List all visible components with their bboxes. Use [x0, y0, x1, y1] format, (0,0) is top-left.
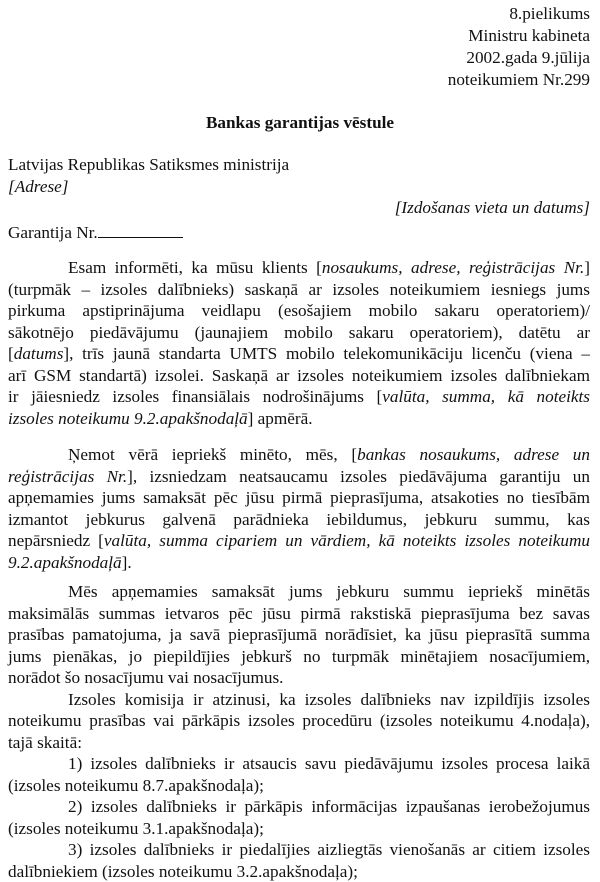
text-segment: (izsoles noteikumu 3.1.apakšnodaļa);: [8, 818, 264, 838]
text-line: [8, 552, 590, 574]
text-line: [8, 444, 590, 466]
header-line: 2002.gada 9.jūlija: [466, 48, 590, 67]
text-line: [8, 466, 590, 488]
text-line: [8, 732, 590, 754]
text-segment: tajā skaitā:: [8, 732, 82, 752]
place-date-placeholder: [Izdošanas vieta un datums]: [394, 198, 590, 217]
text-segment: ], izsniedzam neatsaucamu izsoles piedāvājuma garantiju un: [127, 466, 590, 486]
text-line: [8, 408, 590, 430]
guarantee-number: [8, 222, 183, 244]
text-line: [8, 343, 590, 365]
text-line: [8, 818, 590, 840]
text-line: [8, 365, 590, 387]
text-line: [8, 646, 590, 668]
text-segment: (turpmāk – izsoles dalībnieks) saskaņā ar izsoles noteikumiem iesniegs jums: [8, 279, 590, 299]
text-line: [8, 796, 590, 818]
paragraph: [8, 444, 590, 573]
text-segment: ]: [584, 258, 590, 277]
text-segment: 3) izsoles dalībnieks ir piedalījies aizliegtās vienošanās ar citiem izsoles: [68, 840, 590, 859]
text-segment: ] apmērā.: [247, 408, 313, 428]
text-segment: pirkuma apstiprinājuma veidlapu (esošajiem mobilo sakaru operatoriem)/: [8, 301, 590, 320]
text-segment: nepārsniedz [: [8, 531, 104, 550]
text-segment: prasības pamatojuma, ja savā pieprasījumā norādīsiet, ka jūsu pieprasītā summa: [8, 625, 590, 644]
paragraph: [8, 257, 590, 429]
header-line: Ministru kabineta: [468, 26, 590, 45]
text-segment: jums pienākas, jo piepildījies jebkurš no turpmāk minētajiem nosacījumiem,: [8, 646, 590, 666]
text-line: [8, 667, 590, 689]
placeholder-text: 9.2.apakšnodaļā: [8, 552, 122, 572]
paragraph: [8, 753, 590, 796]
text-segment: ], trīs jaunā standarta UMTS mobilo telekomunikāciju licenču (viena –: [63, 344, 590, 363]
text-segment: izmantot jebkurus galvenā parādnieka iebildumus, jebkuru summu, kas: [8, 509, 590, 529]
text-segment: arī GSM standartā) izsolei. Saskaņā ar izsoles noteikumiem izsoles dalībniekam: [8, 365, 590, 385]
paragraph: [8, 796, 590, 839]
text-line: [8, 710, 590, 732]
placeholder-text: datums: [13, 344, 64, 363]
recipient: Latvijas Republikas Satiksmes ministrija: [8, 155, 290, 174]
text-line: [8, 775, 590, 797]
text-line: [8, 530, 590, 552]
text-segment: Izsoles komisija ir atzinusi, ka izsoles dalībnieks nav izpildījis izsoles: [68, 689, 590, 709]
text-line: [8, 689, 590, 711]
guarantee-number-label: Garantija Nr.: [8, 223, 98, 242]
text-segment: maksimālās summas ietvaros pēc jūsu pirmā rakstiskā pieprasījuma bez savas: [8, 603, 590, 623]
paragraph: [8, 839, 590, 882]
text-segment: sākotnējo piedāvājumu (jaunajiem mobilo sakaru operatoriem), datētu ar: [8, 322, 590, 342]
placeholder-text: izsoles noteikumu 9.2.apakšnodaļā: [8, 408, 248, 428]
text-segment: ir jāiesniedz izsoles finansiālais nodrošinājums [: [8, 387, 383, 406]
placeholder-text: nosaukums, adrese, reģistrācijas Nr.: [321, 258, 585, 277]
guarantee-number-blank: [98, 222, 183, 238]
text-line: [8, 487, 590, 509]
placeholder-text: valūta, summa, kā noteikts: [382, 387, 590, 406]
address-placeholder: [Adrese]: [8, 177, 69, 196]
text-line: [8, 603, 590, 625]
text-line: [8, 322, 590, 344]
text-line: [8, 279, 590, 301]
text-segment: norādot šo nosacījumu vai nosacījumus.: [8, 668, 284, 687]
header-line: 8.pielikums: [509, 4, 590, 23]
text-line: [8, 624, 590, 646]
text-segment: noteikumu prasības vai pārkāpis izsoles procedūru (izsoles noteikumu 4.nodaļa),: [8, 711, 590, 730]
text-segment: apņemamies jums samaksāt pēc jūsu pirmā pieprasījuma, atsakoties no tiesībām: [8, 488, 590, 507]
text-line: [8, 386, 590, 408]
placeholder-text: bankas nosaukums, adrese un: [357, 445, 590, 464]
text-line: [8, 861, 590, 882]
text-segment: (izsoles noteikumu 8.7.apakšnodaļa);: [8, 775, 264, 795]
text-segment: Esam informēti, ka mūsu klients [: [68, 258, 322, 277]
text-segment: dalībniekiem (izsoles noteikumu 3.2.apakšnodaļa);: [8, 861, 358, 881]
header-line: noteikumiem Nr.299: [447, 70, 590, 89]
text-segment: Ņemot vērā iepriekš minēto, mēs, [: [68, 445, 358, 464]
text-line: [8, 257, 590, 279]
text-segment: [: [8, 344, 14, 363]
text-segment: Mēs apņemamies samaksāt jums jebkuru summu iepriekš minētās: [68, 582, 590, 601]
text-segment: 2) izsoles dalībnieks ir pārkāpis informācijas izpaušanas ierobežojumus: [68, 797, 590, 816]
text-segment: 1) izsoles dalībnieks ir atsaucis savu piedāvājumu izsoles procesa laikā: [68, 754, 590, 773]
paragraph: [8, 581, 590, 689]
text-line: [8, 753, 590, 775]
paragraph: [8, 689, 590, 754]
placeholder-text: reģistrācijas Nr.: [8, 466, 128, 486]
placeholder-text: valūta, summa cipariem un vārdiem, kā noteikts izsoles noteikumu: [103, 531, 590, 550]
text-segment: ].: [121, 552, 132, 572]
text-line: [8, 581, 590, 603]
document-title: Bankas garantijas vēstule: [205, 113, 395, 132]
text-line: [8, 839, 590, 861]
text-line: [8, 300, 590, 322]
text-line: [8, 509, 590, 531]
